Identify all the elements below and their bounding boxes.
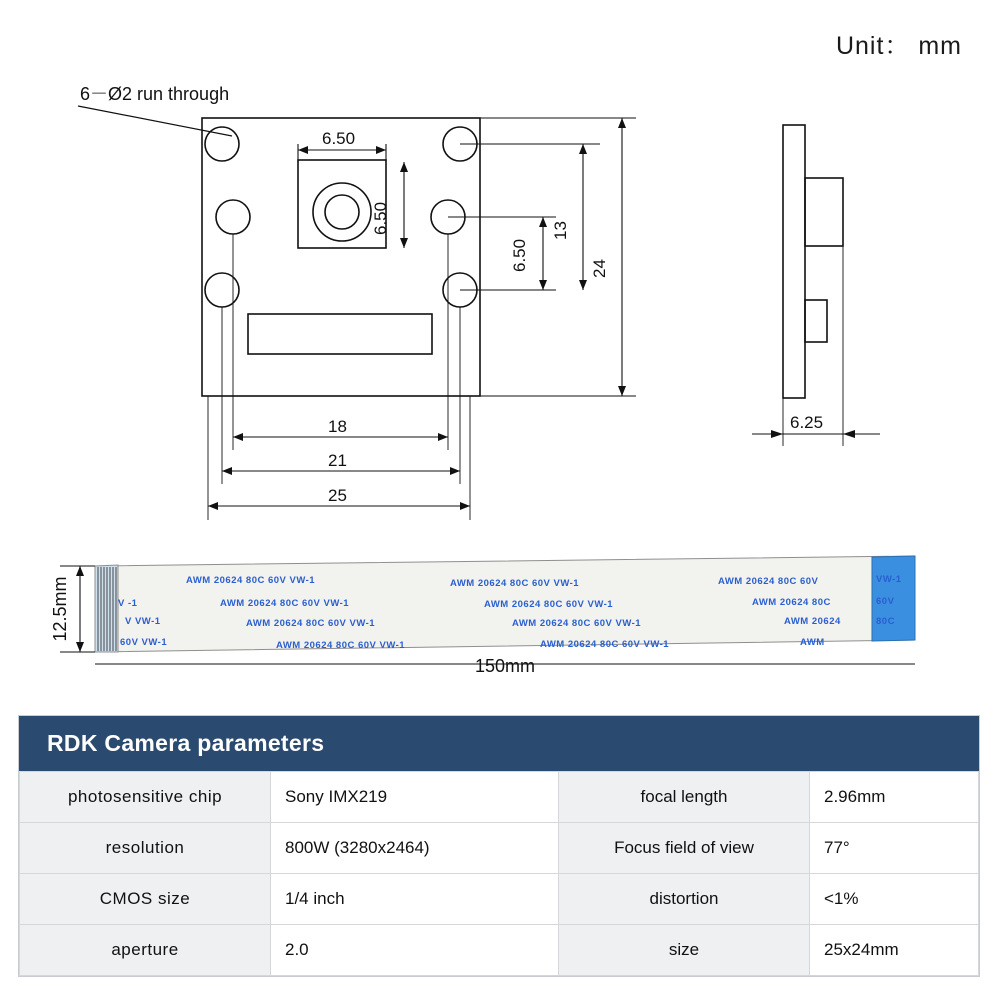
- svg-text:AWM 20624 80C 60V VW-1: AWM 20624 80C 60V VW-1: [220, 598, 350, 609]
- param-key: photosensitive chip: [20, 772, 271, 823]
- side-view-lens: [805, 178, 843, 246]
- param-value: <1%: [810, 874, 979, 925]
- params-title: RDK Camera parameters: [19, 716, 979, 771]
- table-row: [20, 823, 979, 874]
- param-value: 2.96mm: [810, 772, 979, 823]
- params-table: [19, 771, 979, 976]
- param-key: distortion: [559, 874, 810, 925]
- dim-w25: 25: [328, 486, 347, 505]
- cable-length-label: 150mm: [474, 656, 536, 676]
- side-view-connector: [805, 300, 827, 342]
- ffc-cable: [95, 556, 915, 652]
- param-key: Focus field of view: [559, 823, 810, 874]
- table-row: [20, 874, 979, 925]
- dim-w18: 18: [328, 417, 347, 436]
- svg-text:AWM 20624 80C: AWM 20624 80C: [752, 597, 831, 608]
- param-value: 800W (3280x2464): [271, 823, 559, 874]
- svg-text:AWM 20624 80C 60V VW-1: AWM 20624 80C 60V VW-1: [246, 618, 376, 629]
- param-value: 25x24mm: [810, 925, 979, 976]
- side-view-board: [783, 125, 805, 398]
- svg-text:VW-1: VW-1: [876, 574, 902, 585]
- svg-text:60V VW-1: 60V VW-1: [120, 637, 168, 648]
- param-value: Sony IMX219: [271, 772, 559, 823]
- dim-left-height: 6.50: [510, 238, 529, 272]
- svg-text:V VW-1: V VW-1: [125, 616, 161, 627]
- dim-top-width: 6.50: [322, 129, 356, 148]
- param-value: 2.0: [271, 925, 559, 976]
- svg-text:AWM 20624: AWM 20624: [784, 616, 841, 627]
- svg-text:80C: 80C: [876, 616, 895, 627]
- svg-text:AWM 20624 80C 60V VW-1: AWM 20624 80C 60V VW-1: [450, 578, 580, 589]
- dim-w21: 21: [328, 451, 347, 470]
- dim-mid-height: 13: [551, 221, 570, 240]
- svg-text:AWM 20624 80C 60V VW-1: AWM 20624 80C 60V VW-1: [512, 618, 642, 629]
- param-key: focal length: [559, 772, 810, 823]
- svg-text:AWM 20624 80C 60V VW-1: AWM 20624 80C 60V VW-1: [484, 599, 614, 610]
- param-key: aperture: [20, 925, 271, 976]
- param-key: size: [559, 925, 810, 976]
- param-key: CMOS size: [20, 874, 271, 925]
- cable-height-label: 12.5mm: [50, 576, 70, 642]
- svg-text:AWM: AWM: [800, 637, 825, 648]
- svg-text:AWM 20624 80C 60V: AWM 20624 80C 60V: [718, 576, 819, 587]
- param-key: resolution: [20, 823, 271, 874]
- svg-text:60V: 60V: [876, 596, 895, 607]
- svg-text:AWM 20624 80C 60V VW-1: AWM 20624 80C 60V VW-1: [540, 639, 670, 650]
- svg-text:AWM 20624 80C 60V VW-1: AWM 20624 80C 60V VW-1: [276, 640, 406, 651]
- table-row: [20, 772, 979, 823]
- param-value: 1/4 inch: [271, 874, 559, 925]
- svg-text:V -1: V -1: [118, 598, 138, 609]
- hole-callout-text: 6－Ø2 run through: [80, 84, 230, 104]
- dim-side-thickness: 6.25: [790, 413, 824, 432]
- params-panel: [18, 715, 980, 977]
- dim-inner-height: 6.50: [371, 201, 390, 235]
- param-value: 77°: [810, 823, 979, 874]
- dim-total-height: 24: [590, 259, 609, 278]
- table-row: [20, 925, 979, 976]
- svg-text:AWM 20624 80C 60V VW-1: AWM 20624 80C 60V VW-1: [186, 575, 316, 586]
- unit-label: Unit： mm: [835, 32, 962, 60]
